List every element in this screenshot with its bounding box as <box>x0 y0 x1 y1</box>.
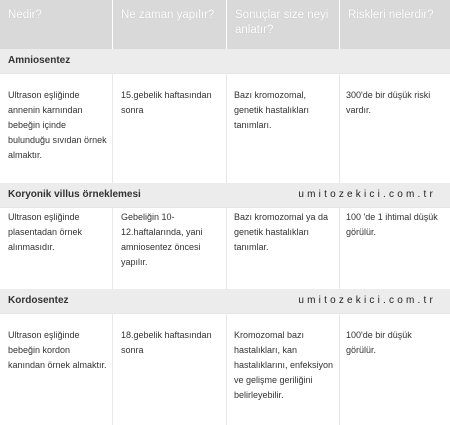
table-row <box>0 207 450 289</box>
cell-sonuclar: Bazı kromozomal ya da genetik hastalıkları tanımlar. <box>234 212 329 252</box>
section-title: Amniosentez <box>8 55 71 66</box>
header-nedir: Nedir? <box>8 9 42 21</box>
section-header-amniosentez <box>0 49 450 73</box>
cell-riskler: 100 'de 1 ihtimal düşük görülür. <box>346 212 438 237</box>
header-ne-zaman: Ne zaman yapılır? <box>121 9 215 21</box>
cell-nedir: Ultrason eşliğinde bebeğin kordon kanından örnek almaktır. <box>8 330 107 370</box>
table-header <box>0 0 450 49</box>
table-row <box>0 313 450 425</box>
cell-sonuclar: Bazı kromozomal, genetik hastalıkları tanımları. <box>234 90 310 130</box>
section-header-kordosentez <box>0 289 450 313</box>
header-sonuclar: Sonuçlar size neyi anlatır? <box>235 9 329 36</box>
header-riskler: Riskleri nelerdir? <box>348 9 434 21</box>
section-title: Kordosentez <box>8 295 69 306</box>
watermark-text: umitozekici.com.tr <box>298 295 436 306</box>
watermark-text: umitozekici.com.tr <box>298 189 436 200</box>
cell-ne-zaman: 15.gebelik haftasından sonra <box>121 90 212 115</box>
section-header-koryonik-villus <box>0 183 450 207</box>
cell-sonuclar: Kromozomal bazı hastalıkları, kan hastalıklarını, enfeksiyon ve gelişme geriliğini belirleyebilir. <box>234 330 334 400</box>
cell-ne-zaman: Gebeliğin 10-12.haftalarında, yani amniosentez öncesi yapılır. <box>121 212 203 267</box>
cell-ne-zaman: 18.gebelik haftasından sonra <box>121 330 212 355</box>
section-title: Koryonik villus örneklemesi <box>8 189 141 200</box>
cell-riskler: 100'de bir düşük görülür. <box>346 330 412 355</box>
table-row <box>0 73 450 183</box>
cell-nedir: Ultrason eşliğinde annenin karnından bebeğin içinde bulunduğu sıvıdan örnek almaktır. <box>8 90 107 160</box>
cell-nedir: Ultrason eşliğinde plasentadan örnek alınmasıdır. <box>8 212 83 252</box>
cell-riskler: 300'de bir düşük riski vardır. <box>346 90 431 115</box>
